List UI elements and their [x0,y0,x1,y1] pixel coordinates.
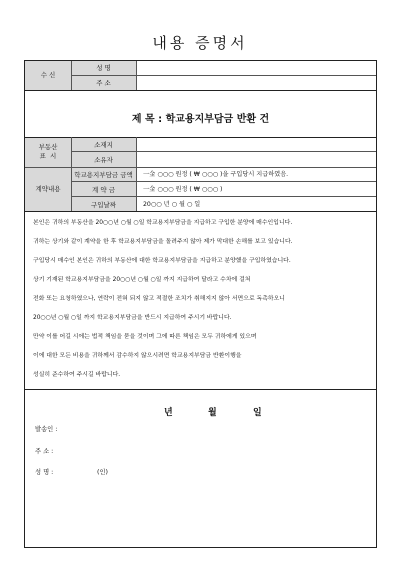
date-year: 년 [164,408,173,418]
divider [25,90,376,91]
body-line: 본인은 귀하의 부동산을 20○○년 ○월 ○일 학교용지부담금을 지급하고 구입한 분양에 매수인입니다. [33,220,293,226]
body-line: 성실히 준수하여 주시길 바랍니다. [33,372,121,378]
certification-form [24,60,377,548]
property-location-label: 소재지 [94,141,113,149]
contract-amount-label: 학교용지부담금 금액 [74,171,133,179]
contract-deposit-value: 一金 ○○○ 원정 ( ₩ ○○○ ) [143,186,223,193]
body-line: 20○○년 ○월 ○일 까지 학교용지부담금을 반드시 지급하여 주시기 바랍니다. [33,315,232,321]
divider [25,167,376,168]
body-line: 상기 기재된 학교용지부담금을 20○○년 ○월 ○일 까지 지급하여 달라고 수차에 걸쳐 [33,277,251,283]
sender-address-label: 주 소 : [35,448,54,455]
divider [25,137,376,138]
divider [71,181,376,182]
divider [25,389,376,390]
sender-name-label: 성 명 : [35,469,54,476]
divider [71,75,376,76]
subject-line: 제 목 : 학교용지부담금 반환 건 [131,114,270,125]
body-line: 이에 대한 모든 비용을 귀하께서 감수하지 않으시려면 학교용지부담금 반환이행을 [33,353,242,359]
date-month: 월 [208,408,217,418]
recipient-name-label: 성 명 [96,64,111,72]
contract-date-value: 20○○ 년 ○ 월 ○ 일 [143,201,201,208]
body-line: 귀하는 상기와 같이 계약을 한 후 학교용지부담금을 돌려주지 않아 제가 막대한 손해를 보고 있습니다. [33,239,293,245]
contract-date-label: 구입날짜 [90,201,117,209]
recipient-section-label: 수 신 [40,71,56,79]
divider [71,151,376,152]
body-line: 전화 또는 요청하였으나, 연락이 전혀 되지 않고 적절한 조치가 취해지지 않아 서면으로 독촉하오니 [33,296,285,302]
divider [71,196,376,197]
seal-mark: (인) [97,469,108,476]
contract-amount-value: 一金 ○○○ 원정 ( ₩ ○○○ )을 구입당시 지급하였음. [143,171,289,178]
divider [25,211,376,212]
body-line: 만약 이를 어길 시에는 법적 책임을 묻을 것이며 그에 따른 책임은 모두 귀하에게 있으며 [33,334,257,340]
date-day: 일 [253,408,262,418]
divider [136,61,137,90]
body-line: 구입당시 매수인 본인은 귀하의 부동산에 대한 학교용지부담금을 지급하고 분양했을 구입하였습니다. [33,258,291,264]
recipient-address-label: 주 소 [96,79,111,87]
property-owner-label: 소유자 [94,156,113,164]
contract-section-label: 계약내용 [35,185,61,193]
sender-label: 발송인 : [35,426,58,433]
divider [136,137,137,211]
document-title: 내용 증명서 [152,34,248,52]
property-section-label: 부동산 표 시 [38,143,58,160]
contract-deposit-label: 계 약 금 [92,186,115,194]
